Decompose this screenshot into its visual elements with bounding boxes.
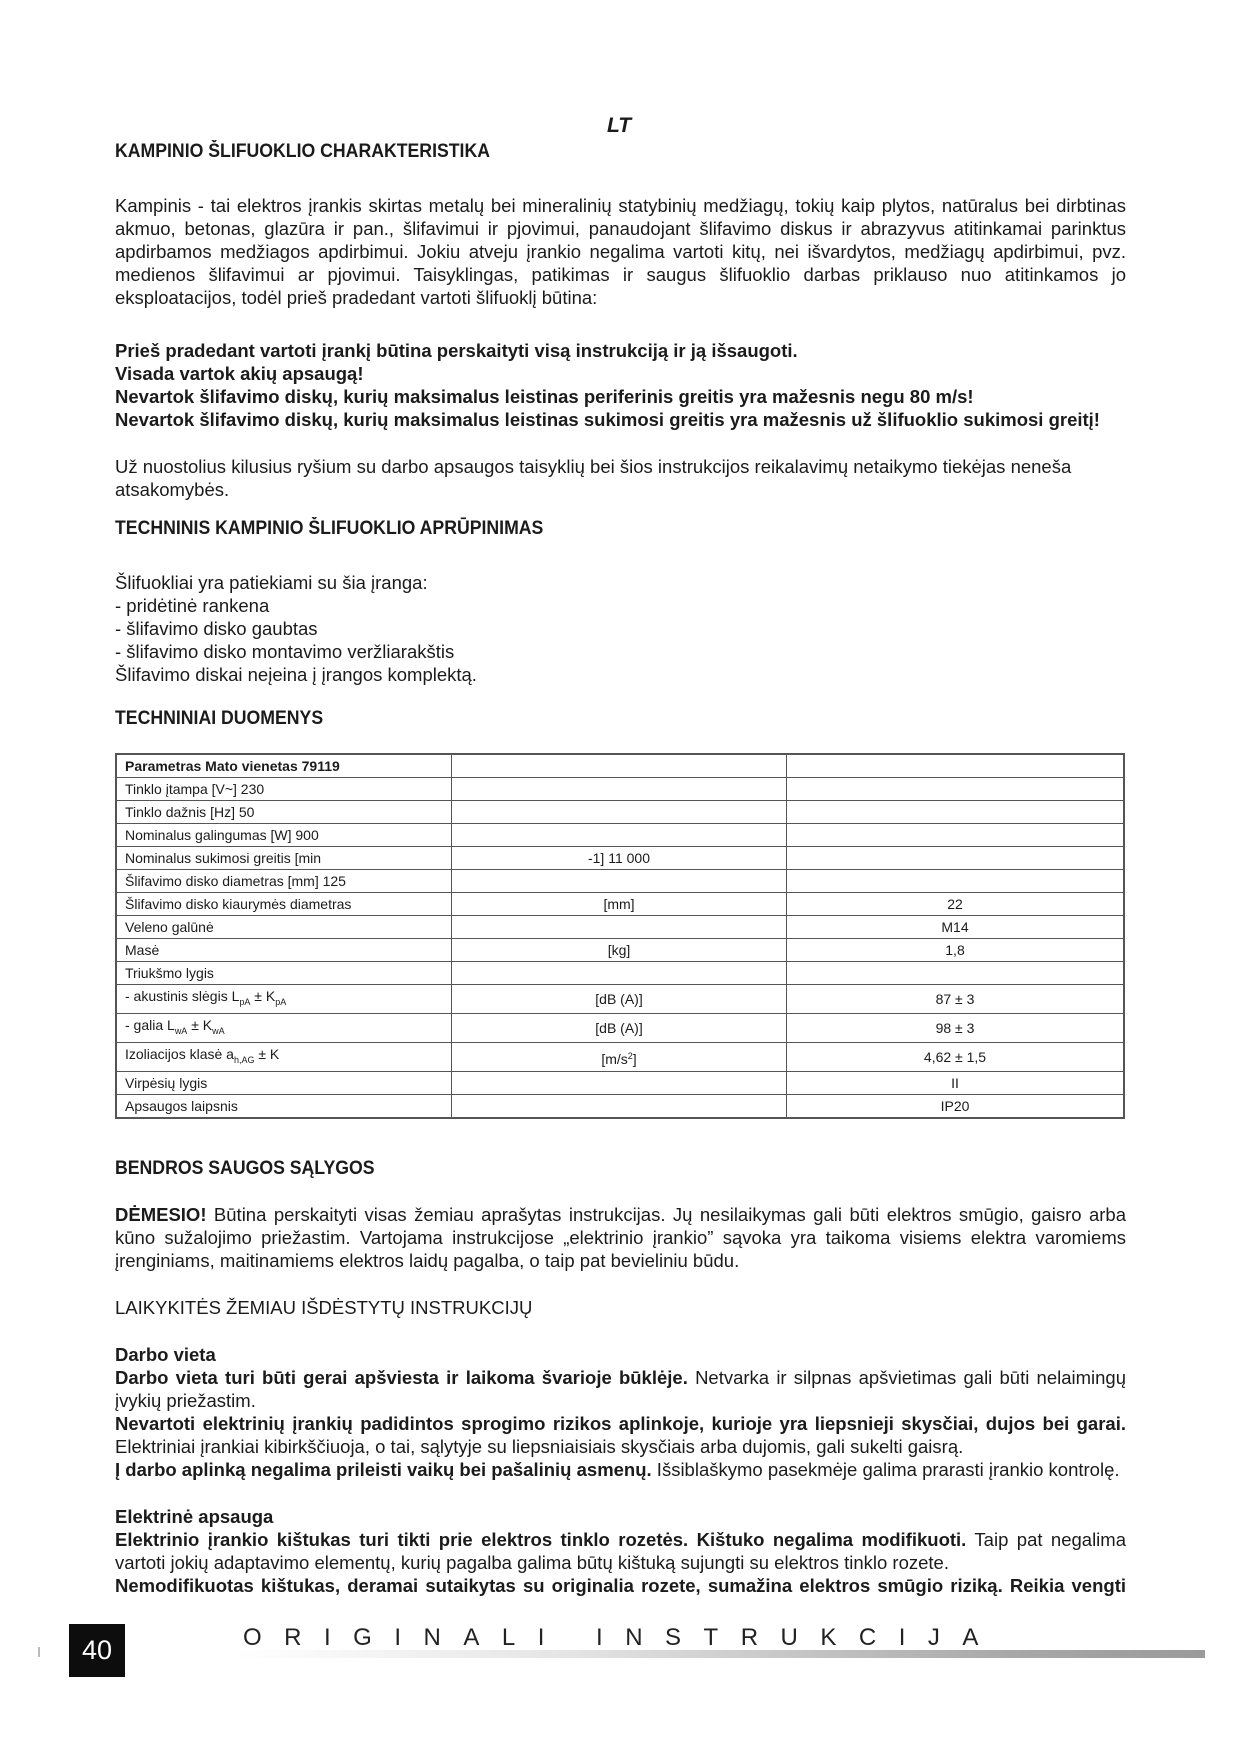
table-cell: [452, 916, 787, 939]
table-cell: Nominalus sukimosi greitis [min: [116, 847, 452, 870]
table-row: [116, 893, 1124, 916]
electrical-text-1: Taip pat negalima vartoti jokių adaptavimo elementų, kurių pagalba galima būtų kištuką sujungti su elektros tinklo rozete.: [115, 1529, 1126, 1573]
table-cell: [787, 847, 1125, 870]
warning-line: Nevartok šlifavimo diskų, kurių maksimalus leistinas sukimosi greitis yra mažesnis už šlifuoklio sukimosi greitį!: [115, 409, 1100, 430]
list-item: - šlifavimo disko montavimo veržliarakštis: [115, 641, 455, 662]
table-cell: 1,8: [787, 939, 1125, 962]
page-number: 40: [69, 1624, 125, 1677]
equipment-list: [115, 571, 1126, 686]
table-cell: Masė: [116, 939, 452, 962]
workplace-bold-3: Į darbo aplinką negalima prileisti vaikų bei pašalinių asmenų.: [115, 1459, 652, 1480]
electrical-paragraph-2: Nemodifikuotas kištukas, deramai sutaikytas su originalia rozete, sumažina elektros smūgio riziką. Reikia vengti: [115, 1575, 1126, 1596]
table-cell: Veleno galūnė: [116, 916, 452, 939]
table-cell: Tinklo dažnis [Hz] 50: [116, 801, 452, 824]
table-cell: Triukšmo lygis: [116, 962, 452, 985]
table-cell: Parametras Mato vienetas 79119: [116, 754, 452, 778]
workplace-bold-2: Nevartoti elektrinių įrankių padidintos sprogimo rizikos aplinkoje, kurioje yra liepsnieji skysčiai, dujos bei garai.: [115, 1413, 1126, 1434]
electrical-heading: Elektrinė apsauga: [115, 1506, 274, 1527]
workplace-bold-1: Darbo vieta turi būti gerai apšviesta ir laikoma švarioje būklėje.: [115, 1367, 688, 1388]
list-item: - šlifavimo disko gaubtas: [115, 618, 318, 639]
table-row: [116, 1072, 1124, 1095]
table-cell: II: [787, 1072, 1125, 1095]
table-cell: 87 ± 3: [787, 985, 1125, 1014]
electrical-bold-1: Elektrinio įrankio kištukas turi tikti prie elektros tinklo rozetės. Kištuko negalima modifikuoti.: [115, 1529, 967, 1550]
table-row: [116, 778, 1124, 801]
table-cell: [dB (A)]: [452, 985, 787, 1014]
section-title-safety: BENDROS SAUGOS SĄLYGOS: [115, 1158, 375, 1179]
table-row: [116, 939, 1124, 962]
disclaimer-paragraph: Už nuostolius kilusius ryšium su darbo apsaugos taisyklių bei šios instrukcijos reikalavimų netaikymo tiekėjas neneša atsakomybės.: [115, 456, 1072, 500]
table-cell: $[m/s^2]$: [452, 1043, 787, 1072]
workplace-heading: Darbo vieta: [115, 1344, 216, 1365]
intro-paragraph: Kampinis - tai elektros įrankis skirtas metalų bei mineralinių statybinių medžiagų, tokių kaip plytos, natūralus bei dirbtinas akmuo, betonas, glazūra ir pan., šlifavimui ir pjovimui, panaudojant šlifavimo diskus ir abrazyvus atitinkamai parinktus apdirbamos medžiagos apdirbimui. Jokiu atveju įrankio negalima vartoti kitų, nei išvardytos, medžiagų apdirbimui, pvz. medienos šlifavimui ar pjovimui. Taisyklingas, patikimas ir saugus šlifuoklio darbas priklauso nuo atitinkamos jo eksploatacijos, todėl prieš pradedant vartoti šlifuoklį būtina:: [115, 195, 1126, 308]
warning-line: Visada vartok akių apsaugą!: [115, 363, 364, 384]
follow-instructions-heading: LAIKYKITĖS ŽEMIAU IŠDĖSTYTŲ INSTRUKCIJŲ: [115, 1297, 533, 1318]
table-cell: Virpėsių lygis: [116, 1072, 452, 1095]
attention-paragraph: [115, 1203, 1126, 1272]
technical-data-table: [115, 753, 1125, 1119]
table-cell: IP20: [787, 1095, 1125, 1119]
workplace-paragraph: [115, 1412, 1126, 1458]
table-row: [116, 801, 1124, 824]
list-item: - pridėtinė rankena: [115, 595, 270, 616]
workplace-text-3: Išsiblaškymo pasekmėje galima prarasti įrankio kontrolę.: [651, 1459, 1120, 1480]
table-cell: [452, 1072, 787, 1095]
table-cell: [787, 870, 1125, 893]
table-row: [116, 1095, 1124, 1119]
workplace-text-1: Netvarka ir silpnas apšvietimas gali būti nelaimingų įvykių priežastim.: [115, 1367, 1127, 1411]
table-row: [116, 916, 1124, 939]
table-cell: [452, 778, 787, 801]
workplace-paragraph: [115, 1458, 1126, 1481]
workplace-paragraph: [115, 1366, 1126, 1412]
electrical-paragraph: [115, 1528, 1126, 1574]
table-cell: [452, 1095, 787, 1119]
table-cell: -1] 11 000: [452, 847, 787, 870]
table-cell: [787, 778, 1125, 801]
table-header-row: [116, 754, 1124, 778]
table-row: [116, 1014, 1124, 1043]
attention-text: Būtina perskaityti visas žemiau aprašytas instrukcijas. Jų nesilaikymas gali būti elektros smūgio, gaisro arba kūno sužalojimo priežastim. Vartojama instrukcijose „elektrinio įrankio” sąvoka yra taikoma visiems elektra varomiems įrenginiams, maitinamiems elektros laidų pagalba, o taip pat bevieliniu būdu.: [115, 1204, 1126, 1271]
table-cell: [452, 962, 787, 985]
table-row: [116, 824, 1124, 847]
table-cell: [787, 754, 1125, 778]
table-cell: Nominalus galingumas [W] 900: [116, 824, 452, 847]
table-row: [116, 985, 1124, 1014]
table-cell: [452, 870, 787, 893]
table-cell: [mm]: [452, 893, 787, 916]
table-cell: [787, 962, 1125, 985]
table-cell: [452, 801, 787, 824]
list-item: Šlifavimo diskai neįeina į įrangos komplektą.: [115, 664, 477, 685]
table-row: [116, 962, 1124, 985]
warning-line: Prieš pradedant vartoti įrankį būtina perskaityti visą instrukciją ir ją išsaugoti.: [115, 340, 798, 361]
table-cell: Izoliacijos klasė $a_{h,AG} \pm K$: [116, 1043, 452, 1072]
table-row: [116, 847, 1124, 870]
table-cell: Šlifavimo disko diametras [mm] 125: [116, 870, 452, 893]
language-code: LT: [607, 114, 632, 137]
table-cell: [787, 801, 1125, 824]
table-cell: [dB (A)]: [452, 1014, 787, 1043]
attention-label: DĖMESIO!: [115, 1204, 207, 1225]
warning-line: Nevartok šlifavimo diskų, kurių maksimalus leistinas periferinis greitis yra mažesnis negu 80 m/s!: [115, 386, 974, 407]
footer-title: ORIGINALI INSTRUKCIJA: [243, 1624, 1001, 1651]
table-cell: - akustinis slėgis $L_{pA} \pm K_{pA}$: [116, 985, 452, 1014]
table-cell: Tinklo įtampa [V~] 230: [116, 778, 452, 801]
table-cell: M14: [787, 916, 1125, 939]
page-content: [115, 140, 1126, 1597]
warnings-block: [115, 339, 1126, 431]
workplace-text-2: Elektriniai įrankiai kibirkščiuoja, o tai, sąlytyje su liepsniaisiais skysčiais arba dujomis, gali sukelti gaisrą.: [115, 1436, 964, 1457]
table-cell: - galia $L_{wA} \pm K_{wA}$: [116, 1014, 452, 1043]
table-cell: [787, 824, 1125, 847]
section-title-characteristics: KAMPINIO ŠLIFUOKLIO CHARAKTERISTIKA: [115, 141, 490, 162]
table-cell: Šlifavimo disko kiaurymės diametras: [116, 893, 452, 916]
list-item: Šlifuokliai yra patiekiami su šia įranga:: [115, 572, 428, 593]
table-row: [116, 1043, 1124, 1072]
table-cell: 4,62 ± 1,5: [787, 1043, 1125, 1072]
table-cell: 98 ± 3: [787, 1014, 1125, 1043]
table-cell: 22: [787, 893, 1125, 916]
table-cell: [kg]: [452, 939, 787, 962]
section-title-equipment: TECHNINIS KAMPINIO ŠLIFUOKLIO APRŪPINIMAS: [115, 518, 544, 539]
footer-mark: [38, 1647, 40, 1657]
section-title-technical-data: TECHNINIAI DUOMENYS: [115, 708, 324, 729]
table-cell: Apsaugos laipsnis: [116, 1095, 452, 1119]
table-cell: [452, 824, 787, 847]
table-cell: [452, 754, 787, 778]
table-row: [116, 870, 1124, 893]
